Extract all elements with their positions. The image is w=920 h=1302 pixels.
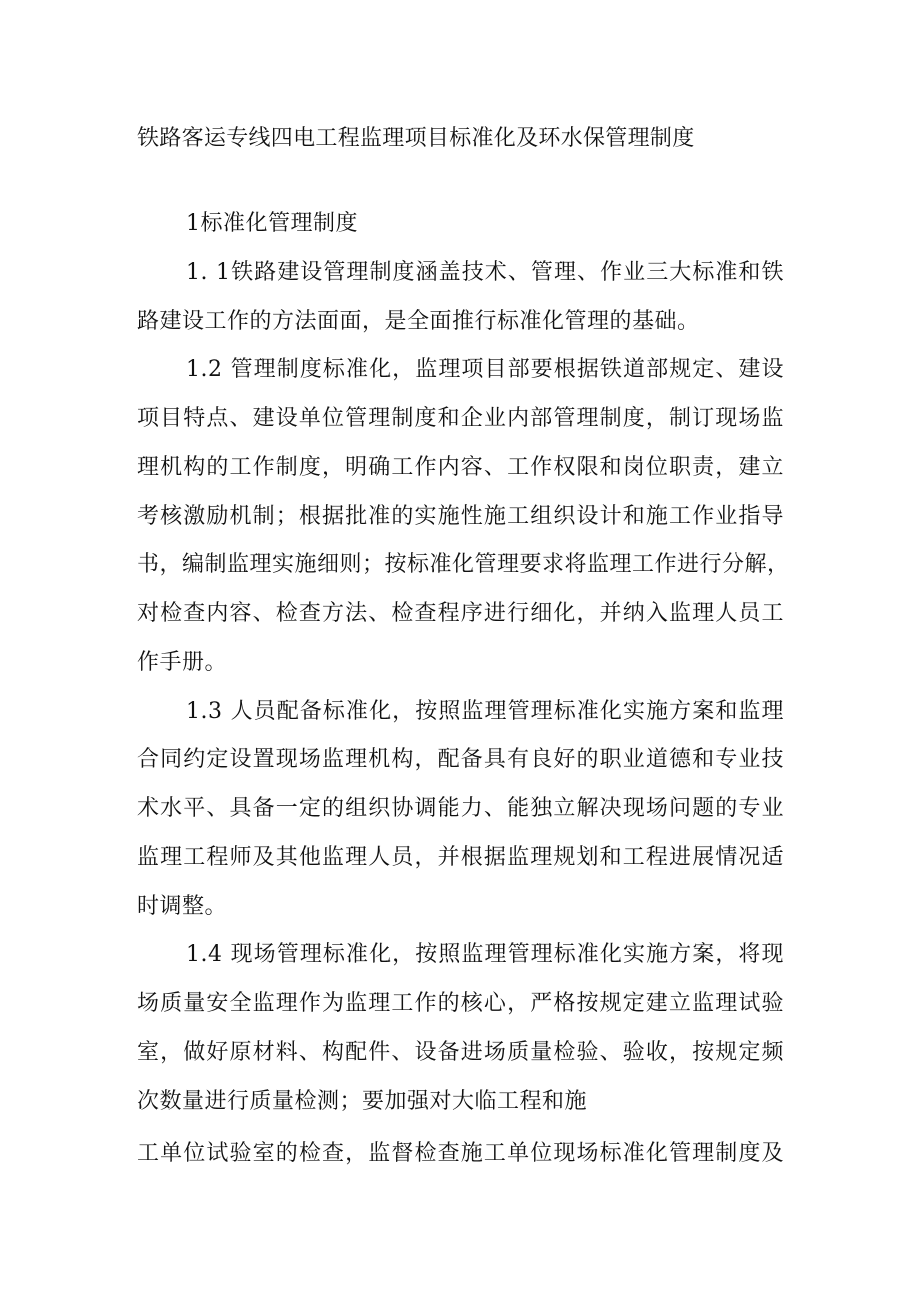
section-heading: 1标准化管理制度 bbox=[186, 211, 358, 236]
paragraph-1-2-line: 理机构的工作制度，明确工作内容、工作权限和岗位职责，建立 bbox=[137, 455, 784, 480]
paragraph-1-2-line: 项目特点、建设单位管理制度和企业内部管理制度，制订现场监 bbox=[137, 406, 784, 431]
paragraph-1-3-line: 1.3 人员配备标准化，按照监理管理标准化实施方案和监理 bbox=[186, 699, 784, 724]
paragraph-1-2-line: 书，编制监理实施细则；按标准化管理要求将监理工作进行分解， bbox=[137, 552, 790, 577]
paragraph-1-2-line: 对检查内容、检查方法、检查程序进行细化，并纳入监理人员工 bbox=[137, 601, 784, 626]
paragraph-1-4-line: 场质量安全监理作为监理工作的核心，严格按规定建立监理试验 bbox=[137, 991, 784, 1016]
paragraph-1-3-line: 监理工程师及其他监理人员，并根据监理规划和工程进展情况适 bbox=[137, 845, 784, 870]
continuation-line: 工单位试验室的检查，监督检查施工单位现场标准化管理制度及 bbox=[137, 1141, 784, 1166]
paragraph-1-4-line: 次数量进行质量检测；要加强对大临工程和施 bbox=[137, 1089, 588, 1114]
document-title: 铁路客运专线四电工程监理项目标准化及环水保管理制度 bbox=[137, 126, 695, 151]
paragraph-1-2-line: 作手册。 bbox=[137, 650, 228, 675]
paragraph-1-2-line: 1.2 管理制度标准化，监理项目部要根据铁道部规定、建设 bbox=[186, 357, 784, 382]
paragraph-1-3-line: 术水平、具备一定的组织协调能力、能独立解决现场问题的专业 bbox=[137, 796, 784, 821]
paragraph-1-3-line: 合同约定设置现场监理机构，配备具有良好的职业道德和专业技 bbox=[137, 747, 784, 772]
paragraph-1-1-line: 路建设工作的方法面面，是全面推行标准化管理的基础。 bbox=[137, 309, 700, 334]
paragraph-1-4-line: 1.4 现场管理标准化，按照监理管理标准化实施方案，将现 bbox=[186, 942, 784, 967]
paragraph-1-3-line: 时调整。 bbox=[137, 894, 228, 919]
paragraph-1-1-line: 1. 1铁路建设管理制度涵盖技术、管理、作业三大标准和铁 bbox=[186, 260, 784, 285]
paragraph-1-2-line: 考核激励机制；根据批准的实施性施工组织设计和施工作业指导 bbox=[137, 504, 784, 529]
paragraph-1-4-line: 室，做好原材料、构配件、设备进场质量检验、验收，按规定频 bbox=[137, 1040, 784, 1065]
